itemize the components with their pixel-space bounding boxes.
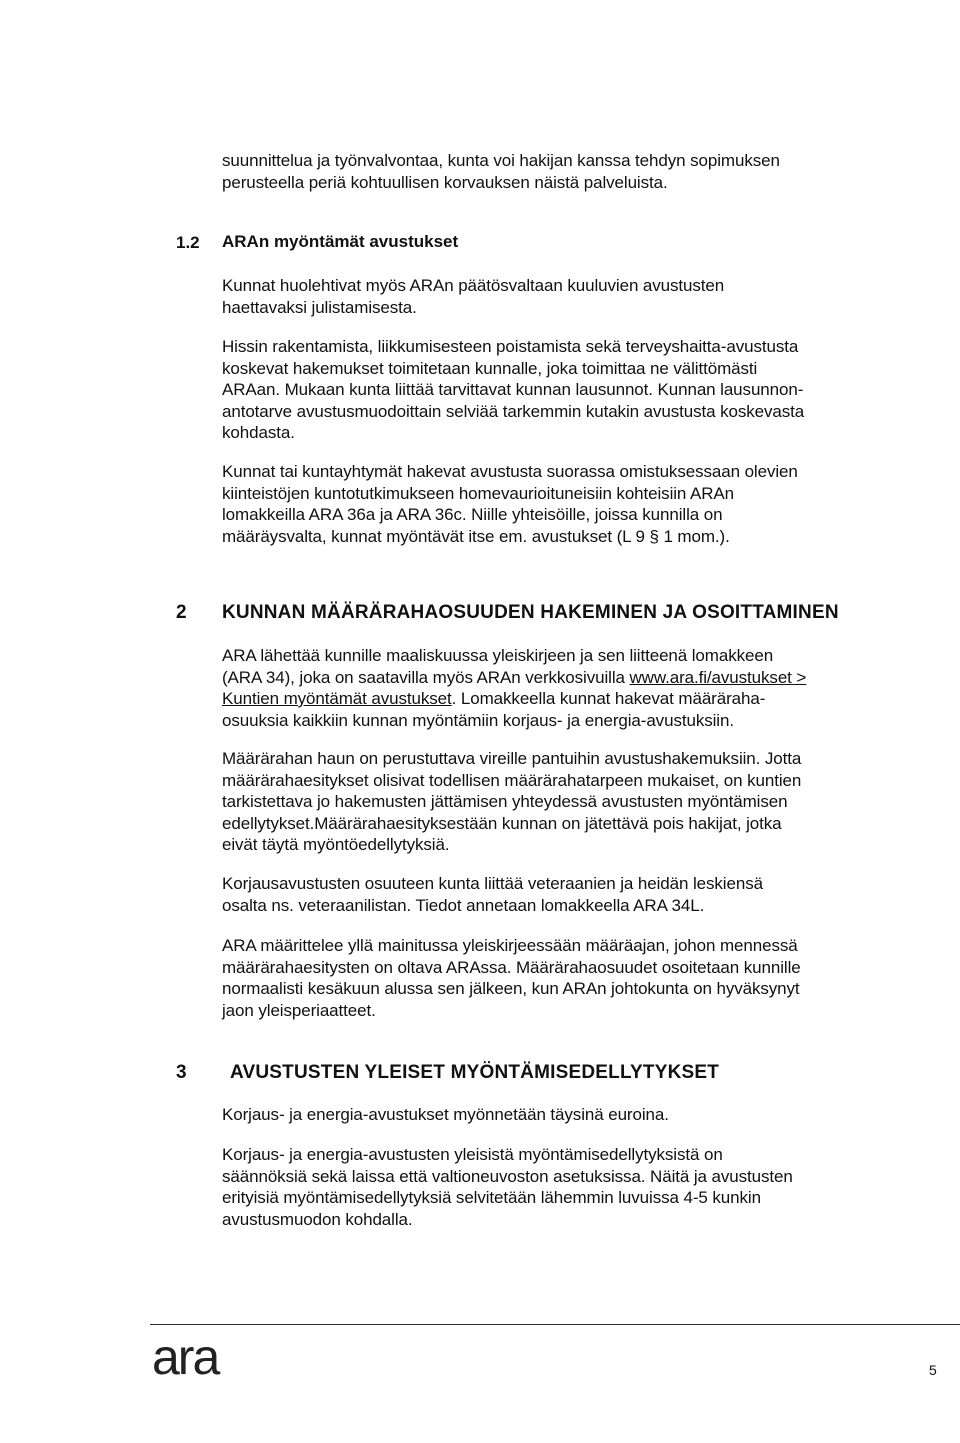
- text-line: kiinteistöjen kuntotutkimukseen homevaurioituneisiin kohteisiin ARAn: [222, 483, 734, 503]
- text-line: haettavaksi julistamisesta.: [222, 297, 417, 317]
- text-line: kohdasta.: [222, 423, 295, 442]
- ara-logo: ara: [152, 1329, 219, 1385]
- text-line: avustusmuodon kohdalla.: [222, 1209, 413, 1229]
- page-number: 5: [929, 1362, 937, 1378]
- section-title: KUNNAN MÄÄRÄRAHAOSUUDEN HAKEMINEN JA OSOITTAMINEN: [222, 602, 839, 623]
- text-line: ARA määrittelee yllä mainitussa yleiskirjeessään määräajan, johon mennessä: [222, 936, 798, 955]
- section-number: 3: [176, 1062, 187, 1083]
- text-line: ARA lähettää kunnille maaliskuussa yleiskirjeen ja sen liitteenä lomakkeen: [222, 646, 774, 665]
- text-line: ARAan. Mukaan kunta liittää tarvittavat kunnan lausunnot. Kunnan lausunnon-: [222, 380, 804, 399]
- paragraph: [222, 748, 882, 856]
- text-line: osuuksia kaikkiin kunnan myöntämiin korjaus- ja energia-avustuksiin.: [222, 710, 734, 730]
- paragraph: [222, 275, 882, 318]
- text-line: Määrärahan haun on perustuttava vireille pantuihin avustushakemuksiin. Jotta: [222, 749, 802, 768]
- text-line: normaalisti kesäkuun alussa sen jälkeen, kun ARAn johtokunta on hyväksynyt: [222, 979, 800, 998]
- text-line: säännöksiä sekä laissa että valtioneuvoston asetuksissa. Näitä ja avustusten: [222, 1166, 793, 1186]
- paragraph: [222, 461, 882, 547]
- section-title: AVUSTUSTEN YLEISET MYÖNTÄMISEDELLYTYKSET: [230, 1062, 720, 1083]
- text-line: koskevat hakemukset toimitetaan kunnalle, joka toimittaa ne välittömästi: [222, 358, 758, 378]
- footer-divider: [150, 1324, 960, 1325]
- text-line: suunnittelua ja työnvalvontaa, kunta voi hakijan kanssa tehdyn sopimuksen: [222, 151, 780, 170]
- text-line: Kunnat tai kuntayhtymät hakevat avustusta suorassa omistuksessaan olevien: [222, 462, 798, 481]
- text-line: Kunnat huolehtivat myös ARAn päätösvaltaan kuuluvien avustusten: [222, 276, 725, 295]
- paragraph: [222, 1104, 882, 1126]
- text-line: lomakkeilla ARA 36a ja ARA 36c. Niille yhteisöille, joissa kunnilla on: [222, 505, 723, 524]
- text-line: määrärahaesitykset olisivat todellisen määrärahatarpeen mukaiset, on kuntien: [222, 770, 802, 790]
- text-line: Korjausavustusten osuuteen kunta liittää veteraanien ja heidän leskiensä: [222, 874, 763, 893]
- section-title: ARAn myöntämät avustukset: [222, 232, 459, 251]
- text-fragment: (ARA 34), joka on saatavilla myös ARAn verkkosivuilla: [222, 667, 630, 687]
- text-fragment: . Lomakkeella kunnat hakevat määräraha-: [451, 689, 766, 708]
- text-line: [222, 667, 882, 689]
- text-line: jaon yleisperiaatteet.: [222, 1000, 376, 1020]
- paragraph: [222, 336, 882, 444]
- website-link-continued[interactable]: Kuntien myöntämät avustukset: [222, 689, 452, 708]
- text-line: määräysvalta, kunnat myöntävät itse em. avustukset (L 9 § 1 mom.).: [222, 526, 730, 546]
- intro-paragraph: [222, 150, 882, 193]
- paragraph: [222, 873, 882, 916]
- section-number: 2: [176, 602, 187, 623]
- text-line: erityisiä myöntämisedellytyksiä selvitetään lähemmin luvuissa 4-5 kunkin: [222, 1188, 761, 1207]
- text-line: eivät täytä myöntöedellytyksiä.: [222, 835, 450, 854]
- text-line: Hissin rakentamista, liikkumisesteen poistamista sekä terveyshaitta-avustusta: [222, 337, 799, 356]
- website-link[interactable]: www.ara.fi/avustukset >: [629, 667, 807, 687]
- text-line: osalta ns. veteraanilistan. Tiedot annetaan lomakkeella ARA 34L.: [222, 895, 705, 915]
- text-line: Korjaus- ja energia-avustusten yleisistä myöntämisedellytyksistä on: [222, 1145, 723, 1164]
- text-line: antotarve avustusmuodoittain selviää tarkemmin kutakin avustusta koskevasta: [222, 401, 805, 421]
- text-line: [222, 688, 882, 710]
- text-line: edellytykset.Määrärahaesityksestään kunnan on jätettävä pois hakijat, jotka: [222, 813, 782, 833]
- text-line: määrärahaesitysten on oltava ARAssa. Määrärahaosuudet osoitetaan kunnille: [222, 957, 801, 977]
- paragraph: [222, 645, 882, 731]
- text-line: tarkistettava jo hakemusten jättämisen yhteydessä avustusten myöntämisen: [222, 792, 788, 811]
- text-line: Korjaus- ja energia-avustukset myönnetään täysinä euroina.: [222, 1105, 669, 1124]
- paragraph: [222, 935, 882, 1021]
- section-number: 1.2: [176, 233, 200, 252]
- paragraph: [222, 1144, 882, 1230]
- text-line: perusteella periä kohtuullisen korvauksen näistä palveluista.: [222, 172, 668, 192]
